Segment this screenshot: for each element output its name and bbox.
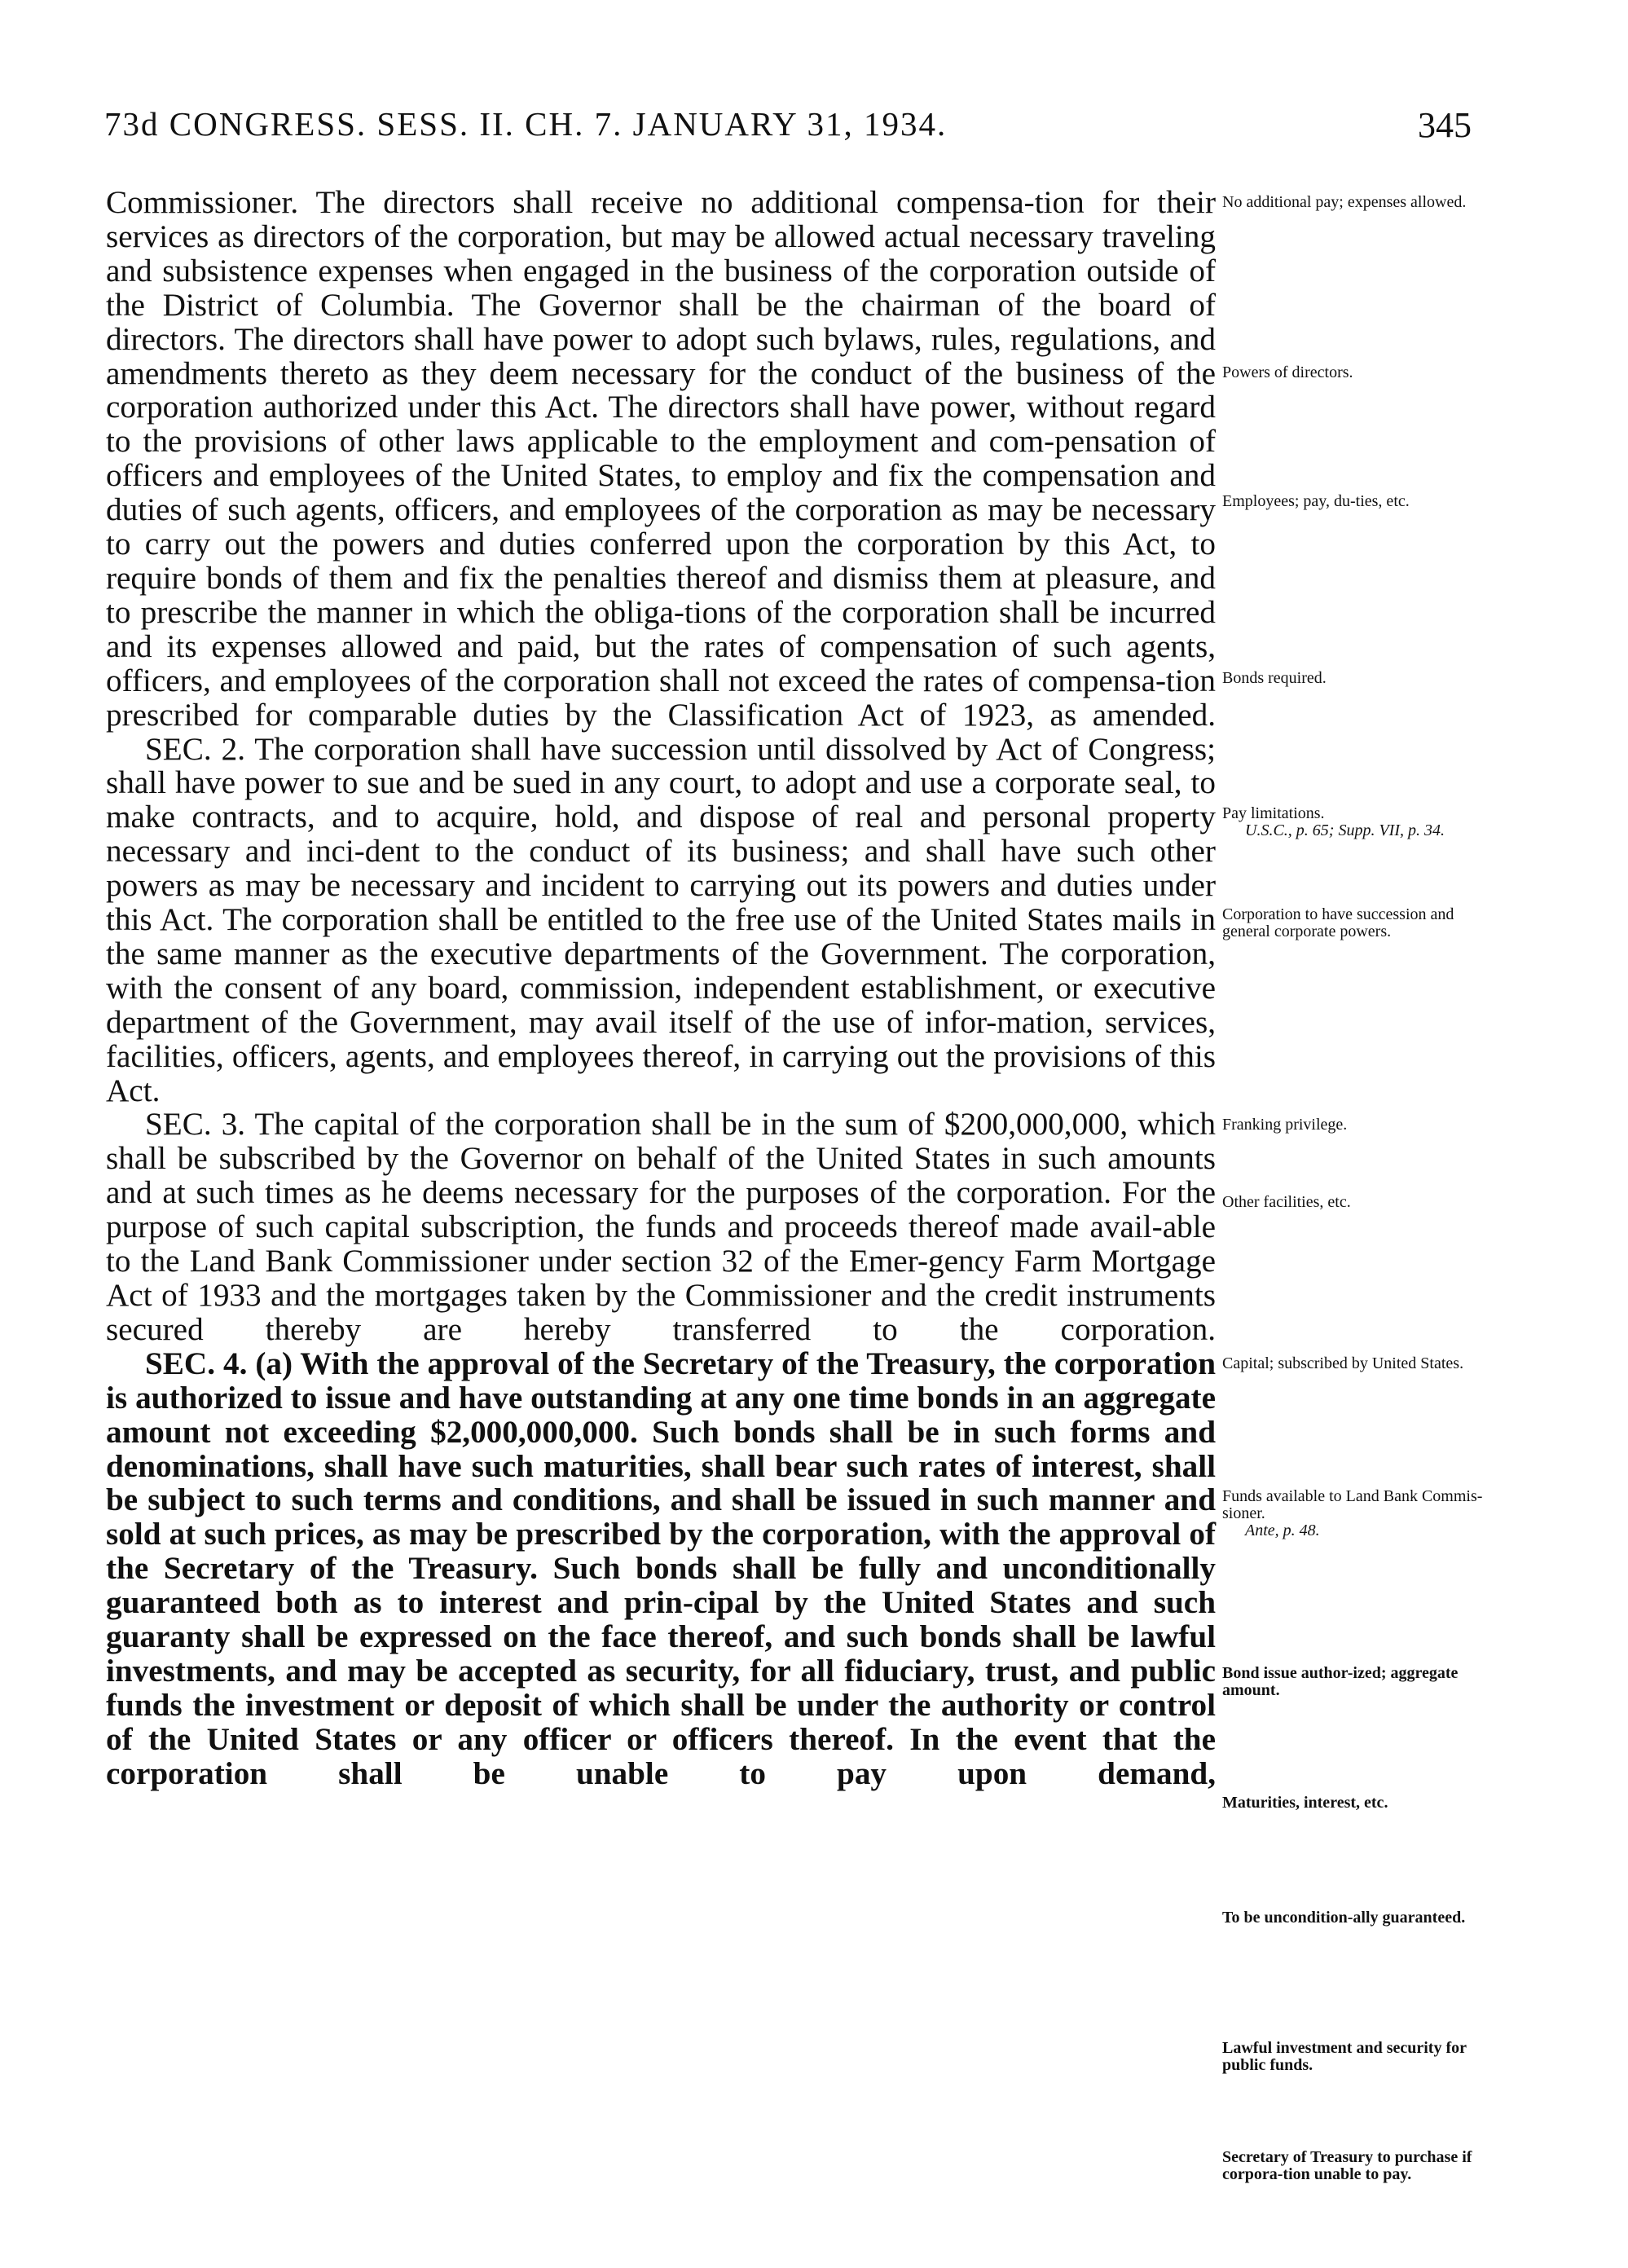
paragraph-directors: Commissioner. The directors shall receive no additional compensa-tion for their services as directors of the corporation, but may be allowed actual necessary traveling and subsistence expenses when engaged in the business of the corporation outside of the District of Columbia. The Governor shall be the chairman of the board of directors. The directors shall have power to adopt such bylaws, rules, regulations, and amendments thereto as they deem necessary for the conduct of the business of the corporation authorized under this Act. The directors shall have power, without regard to the provisions of other laws applicable to the employment and com-pensation of officers and employees of the United States, to employ and fix the compensation and duties of such agents, officers, and employees of the corporation as may be necessary to carry out the powers and duties conferred upon the corporation by this Act, to require bonds of them and fix the penalties thereof and dismiss them at pleasure, and to prescribe the manner in which the obliga-tions of the corporation shall be incurred and its expenses allowed and paid, but the rates of compensation of such agents, officers, and employees of the corporation shall not exceed the rates of compensa-tion prescribed for comparable duties by the Classification Act of 1923, as amended.: [106, 185, 1216, 733]
margin-note: Lawful investment and security for public funds.: [1222, 2039, 1467, 2074]
margin-note: Corporation to have succession and general corporate powers.: [1222, 905, 1454, 940]
margin-note: Pay limitations. U.S.C., p. 65; Supp. VII, p. 34.: [1222, 804, 1445, 839]
margin-note: No additional pay; expenses allowed.: [1222, 193, 1467, 211]
margin-note: Powers of directors.: [1222, 363, 1353, 381]
running-head: 73d CONGRESS. SESS. II. CH. 7. JANUARY 31, 1934.: [104, 105, 948, 143]
margin-note: Bonds required.: [1222, 669, 1327, 687]
paragraph-sec-4: SEC. 4. (a) With the approval of the Secretary of the Treasury, the corporation is authorized to issue and have outstanding at any one time bonds in an aggregate amount not exceeding $2,000,000,000. Such bonds shall be in such forms and denominations, shall have such maturities, shall bear such rates of interest, shall be subject to such terms and conditions, and shall be issued in such manner and sold at such prices, as may be prescribed by the corporation, with the approval of the Secretary of the Treasury. Such bonds shall be fully and unconditionally guaranteed both as to interest and prin-cipal by the United States and such guaranty shall be expressed on the face thereof, and such bonds shall be lawful investments, and may be accepted as security, for all fiduciary, trust, and public funds the investment or deposit of which shall be under the authority or control of the United States or any officer or officers thereof. In the event that the corporation shall be unable to pay upon demand,: [106, 1345, 1216, 1791]
margin-note: To be uncondition-ally guaranteed.: [1222, 1909, 1466, 1927]
page-header: [104, 104, 1472, 153]
margin-note: Funds available to Land Bank Commis-sioner. Ante, p. 48.: [1222, 1487, 1483, 1539]
margin-note: Maturities, interest, etc.: [1222, 1794, 1388, 1812]
margin-note: Bond issue author-ized; aggregate amount.: [1222, 1664, 1459, 1699]
margin-note: Other facilities, etc.: [1222, 1193, 1351, 1211]
margin-note: Employees; pay, du-ties, etc.: [1222, 492, 1410, 510]
margin-note: Capital; subscribed by United States.: [1222, 1354, 1464, 1372]
margin-note: Franking privilege.: [1222, 1116, 1348, 1134]
page-number: 345: [1418, 105, 1472, 145]
paragraph-sec-3: SEC. 3. The capital of the corporation shall be in the sum of $200,000,000, which shall be subscribed by the Governor on behalf of the United States in such amounts and at such times as he deems necessary for the purposes of the corporation. For the purpose of such capital subscription, the funds and proceeds thereof made avail-able to the Land Bank Commissioner under section 32 of the Emer-gency Farm Mortgage Act of 1933 and the mortgages taken by the Commissioner and the credit instruments secured thereby are hereby transferred to the corporation.: [106, 1107, 1216, 1347]
margin-note: Secretary of Treasury to purchase if corpora-tion unable to pay.: [1222, 2148, 1472, 2183]
body-text: [106, 186, 1216, 1791]
paragraph-sec-2: SEC. 2. The corporation shall have succession until dissolved by Act of Congress; shall have power to sue and be sued in any court, to adopt and use a corporate seal, to make contracts, and to acquire, hold, and dispose of real and personal property necessary and inci-dent to the conduct of its business; and shall have such other powers as may be necessary and incident to carrying out its powers and duties under this Act. The corporation shall be entitled to the free use of the United States mails in the same manner as the executive departments of the Government. The corporation, with the consent of any board, commission, independent establishment, or executive department of the Government, may avail itself of the use of infor-mation, services, facilities, officers, agents, and employees thereof, in carrying out the provisions of this Act.: [106, 731, 1216, 1108]
